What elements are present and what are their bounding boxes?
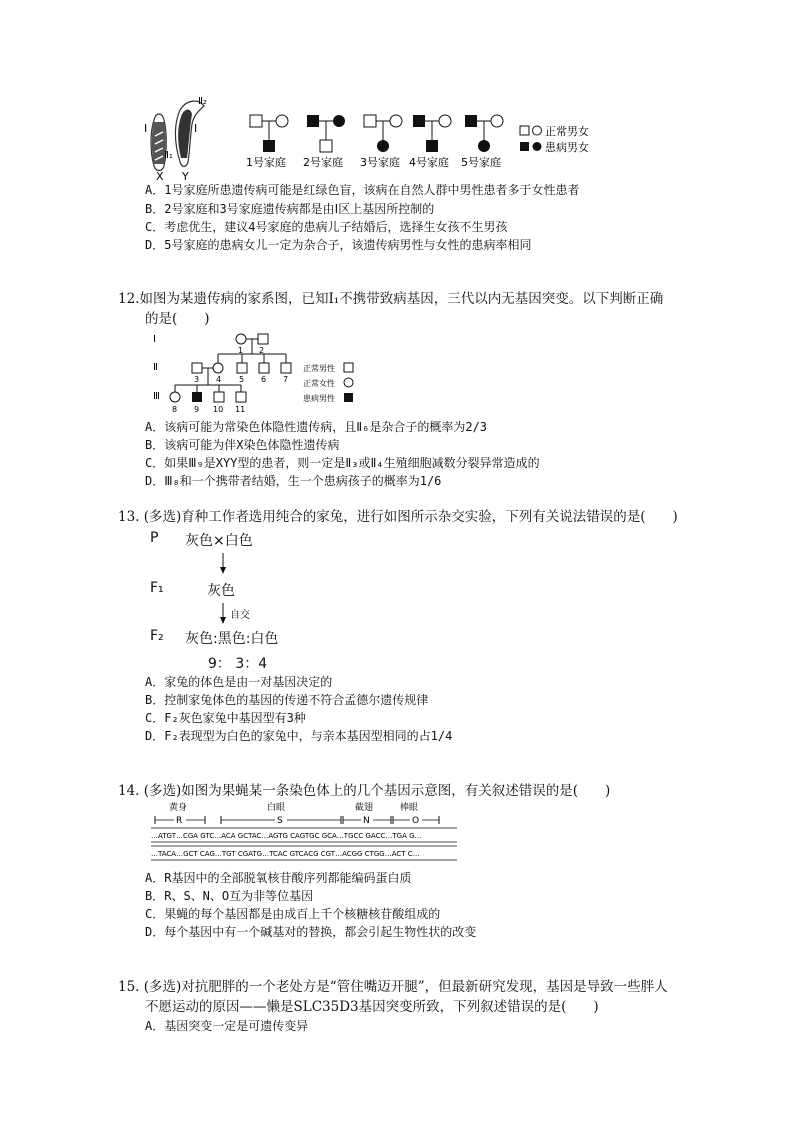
ind-2: 2 bbox=[259, 346, 265, 355]
ind-3: 3 bbox=[194, 375, 200, 384]
cross-P-label: P bbox=[150, 530, 159, 546]
trait-yellow-body: 黄身 bbox=[169, 803, 188, 813]
region-I-right: I bbox=[194, 122, 198, 135]
q14-option-a: A．R基因中的全部脱氧核苷酸序列都能编码蛋白质 bbox=[145, 871, 412, 885]
q13-stem: 13. (多选)育种工作者选用纯合的家兔，进行如图所示杂交实验，下列有关说法错误的是( ) bbox=[118, 509, 678, 525]
q12-option-d: D．Ⅲ₈和一个携带者结婚，生一个患病孩子的概率为1/6 bbox=[145, 474, 442, 488]
arrow-P-F1 bbox=[218, 553, 228, 575]
q14-option-d: D．每个基因中有一个碱基对的替换，都会引起生物性状的改变 bbox=[145, 925, 477, 939]
cross-F1-label: F₁ bbox=[150, 580, 164, 596]
q13-option-b: B．控制家兔体色的基因的传递不符合孟德尔遗传规律 bbox=[145, 693, 429, 707]
trait-white-eye: 白眼 bbox=[267, 803, 286, 813]
ind-7: 7 bbox=[283, 375, 289, 384]
trait-bar-eye: 棒眼 bbox=[400, 803, 419, 813]
dna-top-strand: …ATGT…CGA GTC…ACA GCTAC…AGTG CAGTGC GCA…TGCC GACC…TGA G… bbox=[151, 832, 422, 840]
legend-normal-female: 正常女性 bbox=[303, 379, 335, 388]
gen-II: Ⅱ bbox=[153, 362, 158, 373]
selfing-label: 自交 bbox=[230, 610, 250, 621]
q13-option-a: A．家兔的体色是由一对基因决定的 bbox=[145, 675, 333, 689]
legend-normal-male: 正常男性 bbox=[303, 364, 335, 373]
gen-I: Ⅰ bbox=[153, 334, 156, 345]
q14-gene-map bbox=[145, 800, 465, 864]
trait-cut-wing: 截翅 bbox=[355, 803, 374, 813]
gene-O: O bbox=[412, 816, 420, 826]
region-I-left: I bbox=[144, 122, 148, 135]
region-II2: Ⅱ₂ bbox=[198, 96, 207, 107]
region-II1: Ⅱ₁ bbox=[164, 150, 173, 161]
q14-stem: 14. (多选)如图为果蝇某一条染色体上的几个基因示意图，有关叙述错误的是( ) bbox=[118, 783, 611, 799]
cross-F1: 灰色 bbox=[207, 583, 235, 599]
label-x: X bbox=[156, 170, 164, 182]
q12-option-a: A．该病可能为常染色体隐性遗传病，且Ⅱ₆是杂合子的概率为2/3 bbox=[145, 420, 488, 434]
ind-5: 5 bbox=[239, 375, 245, 384]
cross-F2-label: F₂ bbox=[150, 628, 164, 644]
q12-stem-line2: 的是( ) bbox=[145, 311, 210, 327]
ind-4: 4 bbox=[216, 375, 222, 384]
family-2-label: 2号家庭 bbox=[303, 156, 343, 169]
family-5-label: 5号家庭 bbox=[461, 156, 501, 169]
q12-stem-line1: 12.如图为某遗传病的家系图，已知Ⅰ₁不携带致病基因，三代以内无基因突变。以下判断正确 bbox=[118, 291, 664, 307]
q14-option-b: B．R、S、N、O互为非等位基因 bbox=[145, 889, 314, 903]
y-chromosome bbox=[176, 101, 205, 166]
ind-1: 1 bbox=[238, 346, 244, 355]
q11-option-b: B．2号家庭和3号家庭遗传病都是由Ⅰ区上基因所控制的 bbox=[145, 202, 435, 216]
q13-option-d: D．F₂表现型为白色的家兔中，与亲本基因型相同的占1/4 bbox=[145, 729, 453, 743]
arrow-F1-F2 bbox=[218, 603, 228, 625]
gen-III: Ⅲ bbox=[153, 391, 160, 402]
cross-P: 灰色×白色 bbox=[185, 533, 253, 549]
family-4-label: 4号家庭 bbox=[409, 156, 449, 169]
ind-10: 10 bbox=[213, 405, 224, 414]
family-3-label: 3号家庭 bbox=[360, 156, 400, 169]
ind-8: 8 bbox=[172, 405, 178, 414]
cross-ratio: 9： 3：4 bbox=[208, 656, 268, 672]
q12-option-b: B．该病可能为伴X染色体隐性遗传病 bbox=[145, 438, 340, 452]
x-chromosome bbox=[151, 114, 166, 171]
family-1-label: 1号家庭 bbox=[246, 156, 286, 169]
ind-6: 6 bbox=[261, 375, 267, 384]
family-1-pedigree bbox=[246, 115, 288, 169]
q12-option-c: C．如果Ⅲ₉是XYY型的患者，则一定是Ⅱ₃或Ⅱ₄生殖细胞减数分裂异常造成的 bbox=[145, 456, 540, 470]
gene-N: N bbox=[363, 816, 370, 826]
dna-bottom-strand: …TACA…GCT CAG…TGT CGATG…TCAC GTCACG CGT…ACGG CTGG…ACT C… bbox=[151, 850, 420, 858]
q13-option-c: C．F₂灰色家兔中基因型有3种 bbox=[145, 711, 306, 725]
q11-figure bbox=[140, 92, 540, 182]
q11-legend bbox=[518, 122, 618, 156]
q11-option-c: C．考虑优生，建议4号家庭的患病儿子结婚后，选择生女孩不生男孩 bbox=[145, 220, 508, 234]
ind-9: 9 bbox=[194, 405, 200, 414]
q12-pedigree bbox=[145, 330, 365, 415]
family-4-pedigree bbox=[409, 115, 451, 169]
gene-R: R bbox=[176, 816, 183, 826]
q11-option-a: A．1号家庭所患遗传病可能是红绿色盲，该病在自然人群中男性患者多于女性患者 bbox=[145, 183, 580, 197]
legend-normal: 正常男女 bbox=[545, 125, 589, 138]
family-3-pedigree bbox=[360, 115, 402, 169]
q11-option-d: D．5号家庭的患病女儿一定为杂合子，该遗传病男性与女性的患病率相同 bbox=[145, 238, 532, 252]
legend-affected: 患病男女 bbox=[545, 141, 589, 154]
cross-F2: 灰色:黑色:白色 bbox=[185, 631, 279, 647]
q15-stem-line2: 不愿运动的原因——懒是SLC35D3基因突变所致，下列叙述错误的是( ) bbox=[145, 999, 599, 1015]
label-y: Y bbox=[182, 170, 189, 182]
gene-S: S bbox=[277, 816, 283, 826]
q15-option-a: A．基因突变一定是可遗传变异 bbox=[145, 1019, 309, 1033]
legend-affected-male: 患病男性 bbox=[303, 394, 335, 403]
ind-11: 11 bbox=[235, 405, 246, 414]
family-5-pedigree bbox=[461, 115, 503, 169]
q14-option-c: C．果蝇的每个基因都是由成百上千个核糖核苷酸组成的 bbox=[145, 907, 441, 921]
q15-stem-line1: 15. (多选)对抗肥胖的一个老处方是“管住嘴迈开腿”，但最新研究发现，基因是导致一些胖人 bbox=[118, 979, 668, 995]
family-2-pedigree bbox=[303, 115, 345, 169]
